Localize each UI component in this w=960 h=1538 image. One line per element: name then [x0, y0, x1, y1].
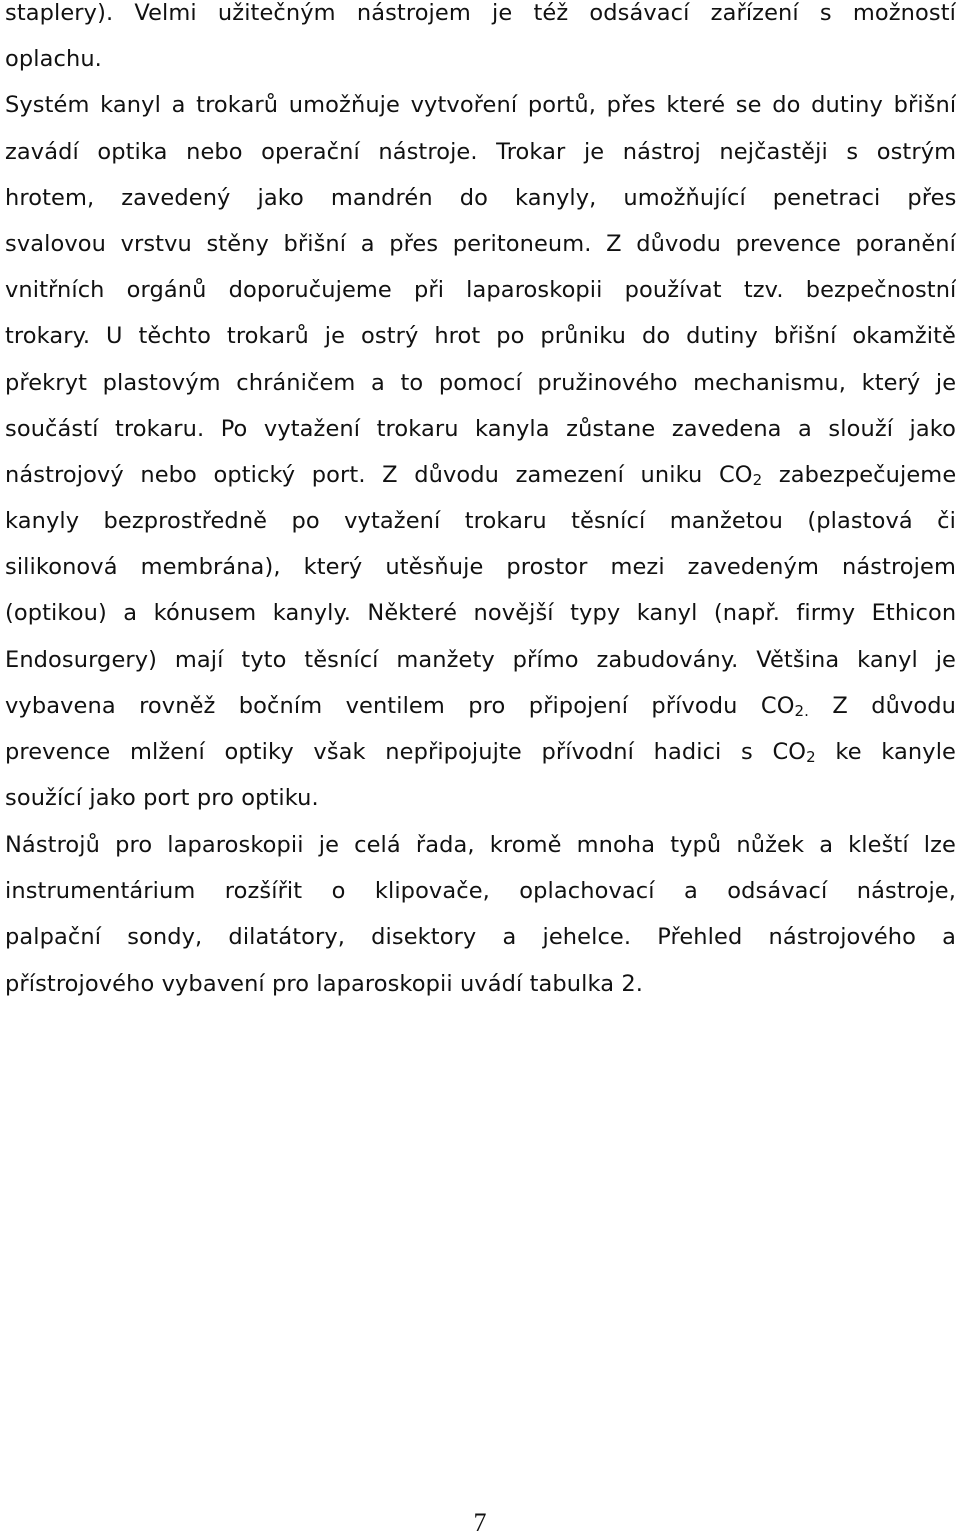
- text-line: trokary. U těchto trokarů je ostrý hrot po průniku do dutiny břišní okamžitě: [5, 323, 956, 350]
- text-line: překryt plastovým chráničem a to pomocí pružinového mechanismu, který je: [5, 369, 956, 396]
- text-segment: Z důvodu: [809, 692, 956, 719]
- text-segment: vybavena rovněž bočním ventilem pro připojení přívodu CO: [5, 692, 795, 719]
- text-line: instrumentárium rozšířit o klipovače, oplachovací a odsávací nástroje,: [5, 878, 956, 905]
- text-line: oplachu.: [5, 46, 102, 73]
- text-line: součástí trokaru. Po vytažení trokaru kanyla zůstane zavedena a slouží jako: [5, 415, 956, 442]
- text-line: přístrojového vybavení pro laparoskopii uvádí tabulka 2.: [5, 970, 644, 997]
- text-line: Systém kanyl a trokarů umožňuje vytvoření portů, přes které se do dutiny břišní: [5, 92, 956, 119]
- text-line: kanyly bezprostředně po vytažení trokaru těsnící manžetou (plastová či: [5, 508, 956, 535]
- text-line: (optikou) a kónusem kanyly. Některé novější typy kanyl (např. firmy Ethicon: [5, 600, 956, 627]
- text-line: hrotem, zavedený jako mandrén do kanyly, umožňující penetraci přes: [5, 184, 956, 211]
- text-line: Nástrojů pro laparoskopii je celá řada, kromě mnoha typů nůžek a kleští lze: [5, 832, 956, 858]
- text-line: silikonová membrána), který utěsňuje prostor mezi zavedeným nástrojem: [5, 554, 956, 581]
- text-line: zavádí optika nebo operační nástroje. Trokar je nástroj nejčastěji s ostrým: [5, 138, 956, 165]
- text-line: [5, 729, 956, 775]
- text-segment: zabezpečujeme: [762, 461, 956, 488]
- text-line: vnitřních orgánů doporučujeme při laparoskopii používat tzv. bezpečnostní: [5, 277, 956, 304]
- text-segment: ke kanyle: [815, 739, 956, 765]
- text-line: [5, 452, 956, 498]
- page-number: 7: [473, 1508, 487, 1537]
- text-line: svalovou vrstvu stěny břišní a přes peritoneum. Z důvodu prevence poranění: [5, 230, 956, 257]
- text-line: soužící jako port pro optiku.: [5, 785, 319, 812]
- text-line: staplery). Velmi užitečným nástrojem je též odsávací zařízení s možností: [5, 0, 956, 26]
- paragraph-instruments-trocars: [5, 0, 956, 821]
- subscript: 2: [752, 470, 763, 489]
- text-line: palpační sondy, dilatátory, disektory a jehelce. Přehled nástrojového a: [5, 924, 956, 951]
- text-segment: prevence mlžení optiky však nepřipojujte přívodní hadici s CO: [5, 739, 807, 765]
- paragraph-instrument-overview: [5, 822, 956, 1007]
- subscript: 2: [806, 748, 816, 766]
- subscript: 2.: [794, 701, 810, 720]
- text-segment: nástrojový nebo optický port. Z důvodu zamezení uniku CO: [5, 461, 753, 488]
- text-line: Endosurgery) mají tyto těsnící manžety přímo zabudovány. Většina kanyl je: [5, 646, 956, 673]
- text-line: [5, 683, 956, 729]
